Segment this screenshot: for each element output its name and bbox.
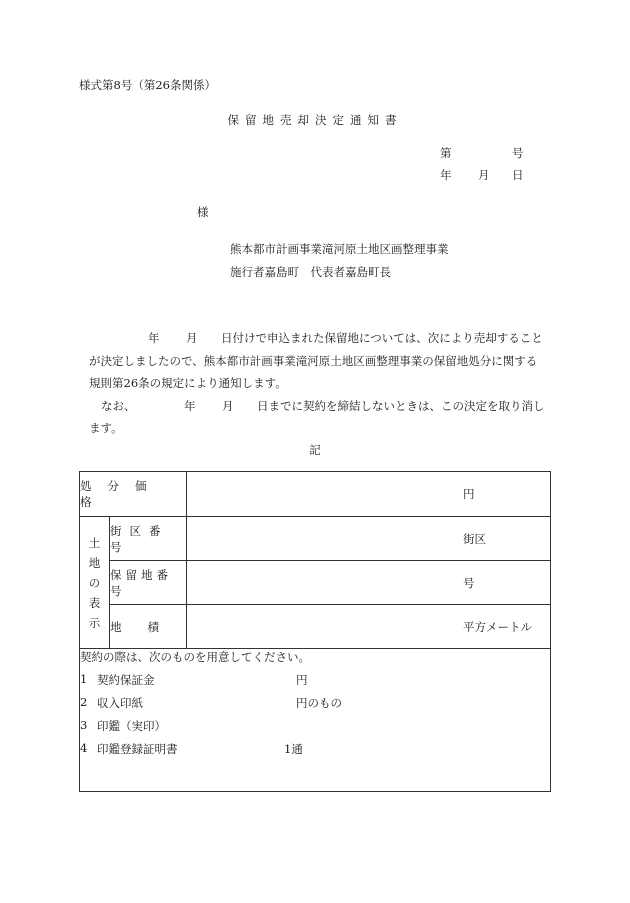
document-title: 保留地売却決定通知書 xyxy=(227,113,403,127)
body-month: 月 xyxy=(186,331,198,345)
form-number-label: 様式第8号（第26条関係） xyxy=(79,78,216,92)
price-unit: 円 xyxy=(463,487,475,501)
issuer-line-1: 熊本都市計画事業滝河原土地区画整理事業 xyxy=(230,242,449,256)
block-number-value xyxy=(187,517,551,561)
note-item-number: 1 xyxy=(80,672,88,686)
addressee-honorific: 様 xyxy=(197,205,209,219)
block-number-label: 街区番号 xyxy=(110,517,187,561)
number-suffix: 号 xyxy=(512,146,524,160)
note-item-label: 印鑑登録証明書 xyxy=(97,742,178,756)
reserve-lot-number-unit: 号 xyxy=(463,575,475,590)
note-item-label: 契約保証金 xyxy=(97,673,155,687)
note-item xyxy=(80,718,550,741)
notes-intro-text: 契約の際は、次のものを用意してください。 xyxy=(80,650,310,664)
price-label: 処分価格 xyxy=(80,472,187,517)
land-area-value xyxy=(187,605,551,649)
ki-heading: 記 xyxy=(309,443,321,457)
body-line-3: 規則第26条の規定により通知します。 xyxy=(89,376,287,390)
land-display-header-text: 土地の表示 xyxy=(88,535,101,630)
note-item-number: 4 xyxy=(80,741,88,755)
note-item-value: 1通 xyxy=(284,742,303,756)
body-line-2: が決定しましたので、熊本都市計画事業滝河原土地区画整理事業の保留地処分に関する xyxy=(89,354,538,368)
body-year: 年 xyxy=(148,331,160,345)
number-prefix: 第 xyxy=(440,146,452,160)
block-number-unit: 街区 xyxy=(463,531,486,546)
note-item-value: 円のもの xyxy=(296,696,342,710)
land-row-block-number xyxy=(80,517,551,561)
note-item xyxy=(80,672,550,695)
body-line-4-start: なお、 xyxy=(101,399,136,413)
body-line-4: 日までに契約を締結しないときは、この決定を取り消し xyxy=(257,399,545,413)
note-item xyxy=(80,741,550,764)
note-item xyxy=(80,695,550,718)
note-item-number: 3 xyxy=(80,718,88,732)
contract-notes xyxy=(80,649,551,792)
notes-row xyxy=(80,649,551,792)
sale-details-table xyxy=(79,471,551,792)
land-display-header xyxy=(80,517,110,649)
body-line-1: 日付けで申込まれた保留地については、次により売却すること xyxy=(221,331,543,345)
reserve-lot-number-value xyxy=(187,561,551,605)
land-area-label: 地 積 xyxy=(110,605,187,649)
date-month: 月 xyxy=(478,168,490,182)
price-value xyxy=(187,472,551,517)
deadline-month: 月 xyxy=(222,399,234,413)
land-row-area xyxy=(80,605,551,649)
price-row xyxy=(80,472,551,517)
note-item-label: 収入印紙 xyxy=(97,696,143,710)
reserve-lot-number-label: 保留地番号 xyxy=(110,561,187,605)
note-item-value: 円 xyxy=(296,673,308,687)
note-item-number: 2 xyxy=(80,695,88,709)
notes-intro xyxy=(80,649,550,672)
issuer-line-2: 施行者嘉島町 代表者嘉島町長 xyxy=(230,265,391,279)
land-area-unit: 平方メートル xyxy=(463,619,532,634)
date-year: 年 xyxy=(440,168,452,182)
date-day: 日 xyxy=(512,168,524,182)
land-row-reserve-number xyxy=(80,561,551,605)
deadline-year: 年 xyxy=(184,399,196,413)
note-item-label: 印鑑（実印） xyxy=(97,719,166,733)
body-line-5: ます。 xyxy=(89,421,123,435)
